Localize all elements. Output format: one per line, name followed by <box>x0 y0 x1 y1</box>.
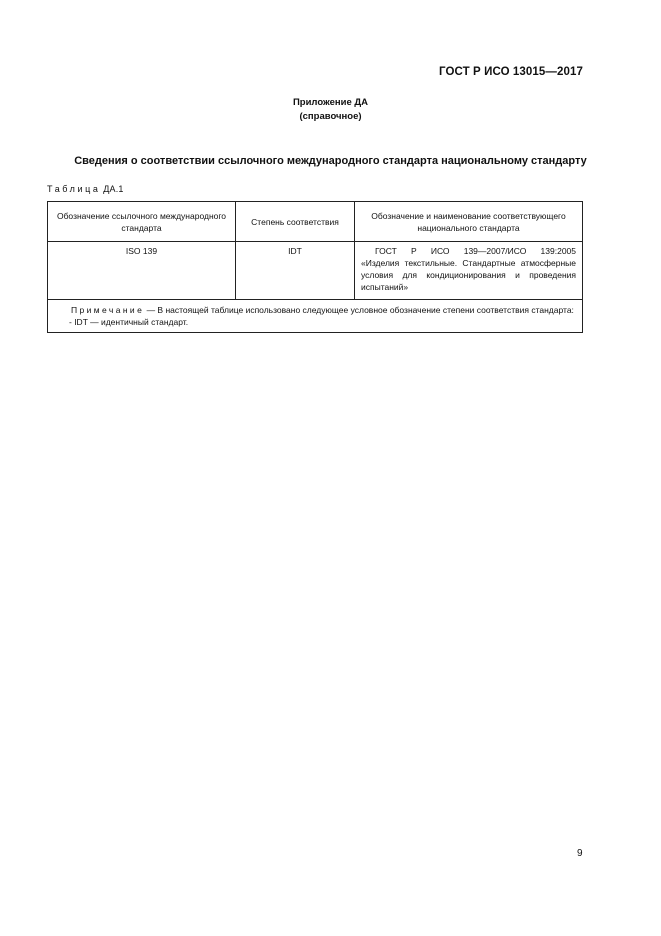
document-code: ГОСТ Р ИСО 13015—2017 <box>438 66 583 78</box>
table-caption-prefix: Таблица <box>47 184 101 194</box>
table-caption <box>47 184 124 194</box>
page-number: 9 <box>577 848 583 859</box>
table-note <box>48 300 583 333</box>
header-national-standard: Обозначение и наименование соответствующего национального стандарта <box>355 202 583 242</box>
correspondence-table <box>47 201 583 333</box>
table-note-row <box>48 300 583 333</box>
appendix-title: Приложение ДА <box>292 97 369 108</box>
appendix-subtitle: (справочное) <box>299 111 362 122</box>
note-text <box>55 304 575 316</box>
cell-national-standard <box>355 242 583 300</box>
table-caption-number: ДА.1 <box>103 184 124 194</box>
appendix-heading <box>0 96 661 124</box>
table-header-row <box>48 202 583 242</box>
cell-degree: IDT <box>236 242 355 300</box>
header-degree: Степень соответствия <box>236 202 355 242</box>
note-label: Примечание <box>71 305 145 315</box>
table-row <box>48 242 583 300</box>
cell-intl-standard: ISO 139 <box>48 242 236 300</box>
note-item: - IDT — идентичный стандарт. <box>69 317 189 327</box>
note-body: — В настоящей таблице использовано следующее условное обозначение степени соответствия стандарта: <box>144 305 574 315</box>
section-title: Сведения о соответствии ссылочного международного стандарта национальному стандарту <box>74 155 587 167</box>
national-standard-name: «Изделия текстильные. Стандартные атмосферные условия для кондиционирования и проведения испытаний» <box>361 258 576 292</box>
national-standard-code: ГОСТ Р ИСО 139—2007/ИСО 139:2005 <box>375 246 576 256</box>
header-intl-standard: Обозначение ссылочного международного стандарта <box>48 202 236 242</box>
